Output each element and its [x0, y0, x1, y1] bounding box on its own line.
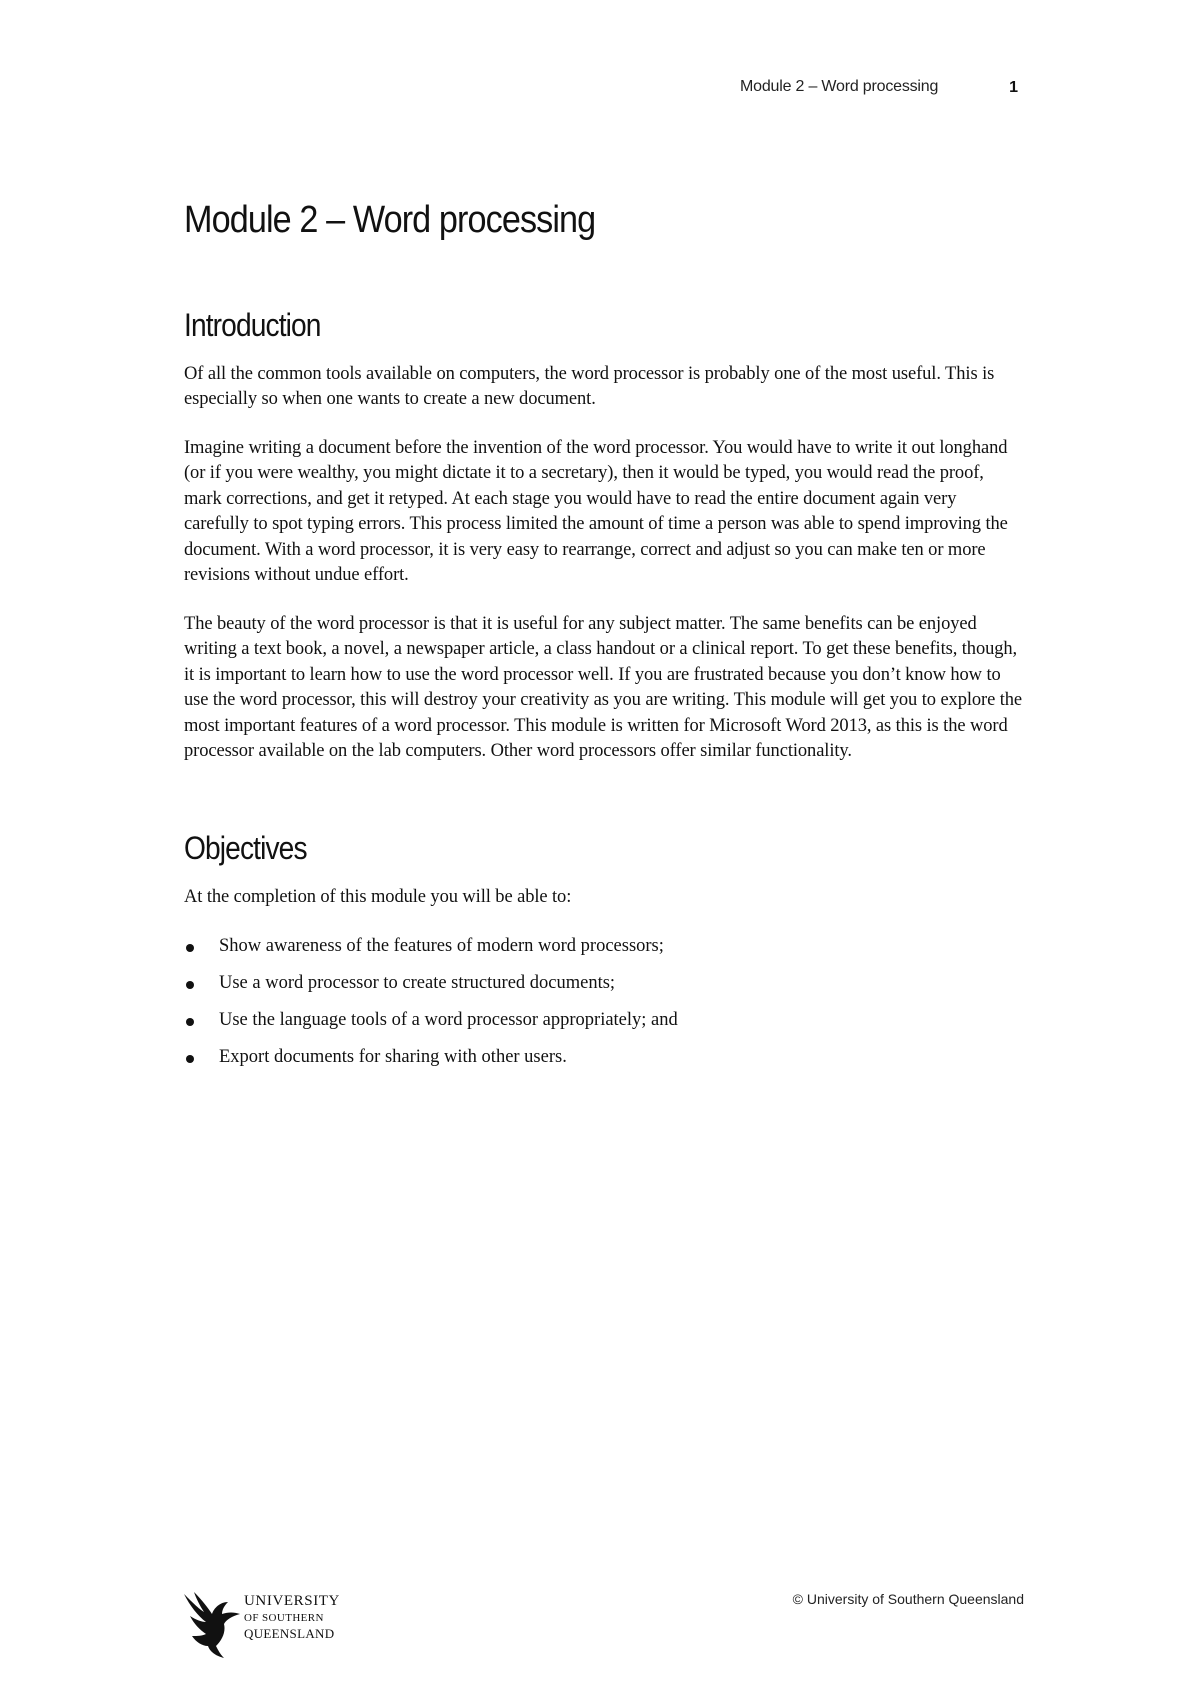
logo-text-line: OF SOUTHERN — [244, 1612, 324, 1624]
introduction-paragraph: Imagine writing a document before the invention of the word processor. You would have to write it out longhand (or if you were wealthy, you might dictate it to a secretary), then it would be typed, you would read the proof, mark corrections, and get it retyped. At each stage you would have to read the entire document again very carefully to spot typing errors. This process limited the amount of time a person was able to spend improving the document. With a word processor, it is very easy to rearrange, correct and adjust so you can make ten or more revisions without undue effort. — [184, 437, 1008, 586]
objective-item — [184, 934, 1024, 959]
document-title: Module 2 – Word processing — [184, 199, 596, 241]
objective-item — [184, 971, 1024, 996]
phoenix-logo-icon — [180, 1590, 244, 1660]
running-header-title: Module 2 – Word processing — [740, 78, 939, 95]
section-introduction — [184, 306, 1024, 765]
bullet-icon — [186, 981, 194, 989]
objective-item — [184, 1045, 1024, 1070]
logo-text-line: QUEENSLAND — [244, 1626, 335, 1641]
bullet-icon — [186, 1018, 194, 1026]
bullet-icon — [186, 944, 194, 952]
objective-text: Export documents for sharing with other users. — [219, 1046, 567, 1067]
introduction-paragraph: Of all the common tools available on computers, the word processor is probably one of the most useful. This is especially so when one wants to create a new document. — [184, 363, 995, 410]
objective-text: Show awareness of the features of modern word processors; — [219, 935, 664, 956]
document-body — [184, 198, 1024, 1082]
university-logo — [180, 1590, 340, 1660]
running-header — [740, 78, 1020, 102]
objectives-lead: At the completion of this module you will be able to: — [184, 887, 572, 908]
objectives-heading: Objectives — [184, 829, 307, 866]
introduction-heading: Introduction — [184, 306, 321, 343]
objective-item — [184, 1008, 1024, 1033]
objectives-list — [184, 934, 1024, 1070]
objective-text: Use a word processor to create structured documents; — [219, 972, 616, 993]
objective-text: Use the language tools of a word processor appropriately; and — [219, 1009, 678, 1030]
logo-text-line: UNIVERSITY — [244, 1593, 340, 1609]
section-objectives — [184, 829, 1024, 1070]
introduction-paragraph: The beauty of the word processor is that it is useful for any subject matter. The same benefits can be enjoyed writing a text book, a novel, a newspaper article, a class handout or a clinical report. To get these benefits, though, it is important to learn how to use the word processor well. If you are frustrated because you don’t know how to use the word processor, this will destroy your creativity as you are writing. This module will get you to explore the most important features of a word processor. This module is written for Microsoft Word 2013, as this is the word processor available on the lab computers. Other word processors offer similar functionality. — [184, 613, 1023, 762]
bullet-icon — [186, 1055, 194, 1063]
copyright-notice: © University of Southern Queensland — [792, 1591, 1024, 1607]
page-number: 1 — [1009, 79, 1018, 96]
